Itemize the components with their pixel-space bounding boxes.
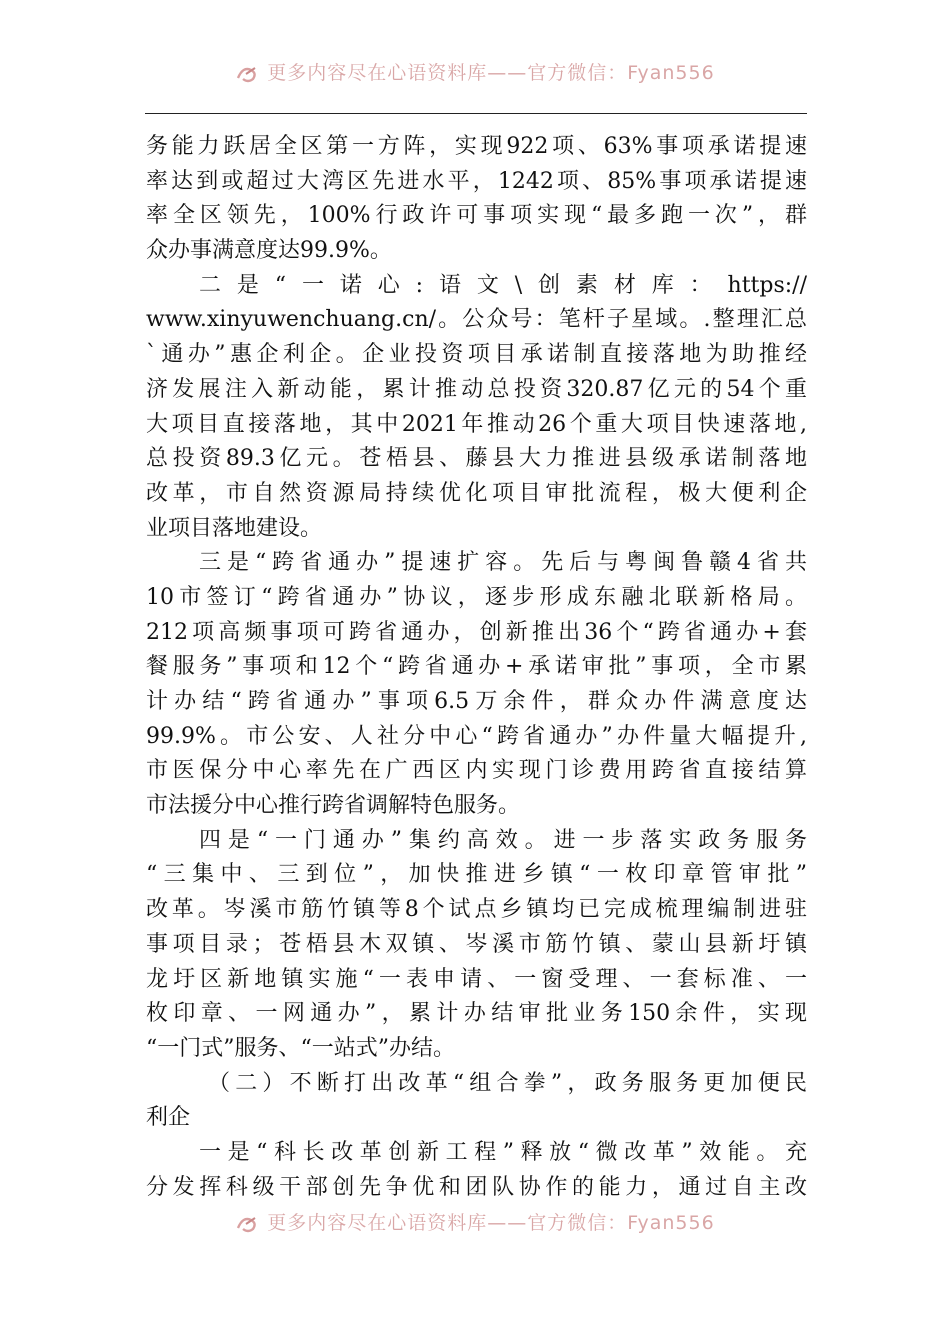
text-line: 市法援分中心推行跨省调解特色服务。	[146, 793, 521, 819]
text-line: 大项目直接落地，其中2021年推动26个重大项目快速落地,	[146, 411, 807, 437]
text-line: “一门式”服务、“一站式”办结。	[146, 1035, 455, 1061]
text-line: “三集中、三到位”，加快推进乡镇“一枚印章管审批”	[146, 862, 807, 888]
text-line: 枚印章、一网通办”，累计办结审批业务150余件，实现	[146, 1001, 807, 1027]
brand-logo-icon	[235, 1214, 261, 1234]
text-line: 利企	[146, 1105, 191, 1131]
text-line: 212项高频事项可跨省通办，创新推出36个“跨省通办+套	[146, 619, 807, 645]
text-line: 四是“一门通办”集约高效。进一步落实政务服务	[199, 827, 807, 853]
text-line: 龙圩区新地镇实施“一表申请、一窗受理、一套标准、一	[146, 966, 807, 992]
text-line: （二）不断打出改革“组合拳”，政务服务更加便民	[208, 1070, 807, 1096]
header-watermark-text: 更多内容尽在心语资料库——官方微信：Fyan556	[267, 62, 715, 84]
text-line: 改革。岑溪市筋竹镇等8个试点乡镇均已完成梳理编制进驻	[146, 897, 807, 923]
header-rule	[145, 113, 807, 114]
text-line: 事项目录；苍梧县木双镇、岑溪市筋竹镇、蒙山县新圩镇	[146, 931, 807, 957]
footer-watermark	[0, 1208, 950, 1238]
text-line: 业项目落地建设。	[146, 515, 323, 541]
text-line: 分发挥科级干部创先争优和团队协作的能力，通过自主改	[146, 1174, 807, 1200]
text-line: 计办结“跨省通办”事项6.5万余件，群众办件满意度达	[146, 689, 807, 714]
text-line: 二是“一诺心:语文\创素材库：https://	[199, 272, 807, 298]
text-line: 务能力跃居全区第一方阵，实现922项、63%事项承诺提速	[146, 134, 807, 159]
text-line: 总投资89.3亿元。苍梧县、藤县大力推进县级承诺制落地	[146, 446, 807, 472]
text-line: www.xinyuwenchuang.cn/。公众号：笔杆子星域。.整理汇总	[146, 307, 807, 333]
text-line: 10市签订“跨省通办”协议，逐步形成东融北联新格局。	[146, 584, 807, 610]
brand-logo-icon	[235, 64, 261, 84]
text-line: 率达到或超过大湾区先进水平，1242项、85%事项承诺提速	[146, 168, 807, 194]
header-watermark	[0, 58, 950, 88]
document-body	[146, 130, 807, 1205]
text-line: 一是“科长改革创新工程”释放“微改革”效能。充	[199, 1139, 807, 1165]
text-line: `通办”惠企利企。企业投资项目承诺制直接落地为助推经	[146, 342, 807, 368]
text-line: 改革，市自然资源局持续优化项目审批流程，极大便利企	[146, 480, 807, 506]
text-line: 三是“跨省通办”提速扩容。先后与粤闽鲁赣4省共	[199, 550, 807, 576]
text-line: 率全区领先，100%行政许可事项实现“最多跑一次”，群	[146, 203, 807, 229]
text-line: 众办事满意度达99.9%。	[146, 238, 392, 264]
text-line: 99.9%。市公安、人社分中心“跨省通办”办件量大幅提升,	[146, 723, 807, 749]
footer-watermark-text: 更多内容尽在心语资料库——官方微信：Fyan556	[267, 1212, 715, 1234]
text-line: 餐服务”事项和12个“跨省通办+承诺审批”事项，全市累	[146, 654, 807, 680]
text-line: 济发展注入新动能，累计推动总投资320.87亿元的54个重	[146, 376, 807, 402]
text-line: 市医保分中心率先在广西区内实现门诊费用跨省直接结算	[146, 758, 807, 784]
